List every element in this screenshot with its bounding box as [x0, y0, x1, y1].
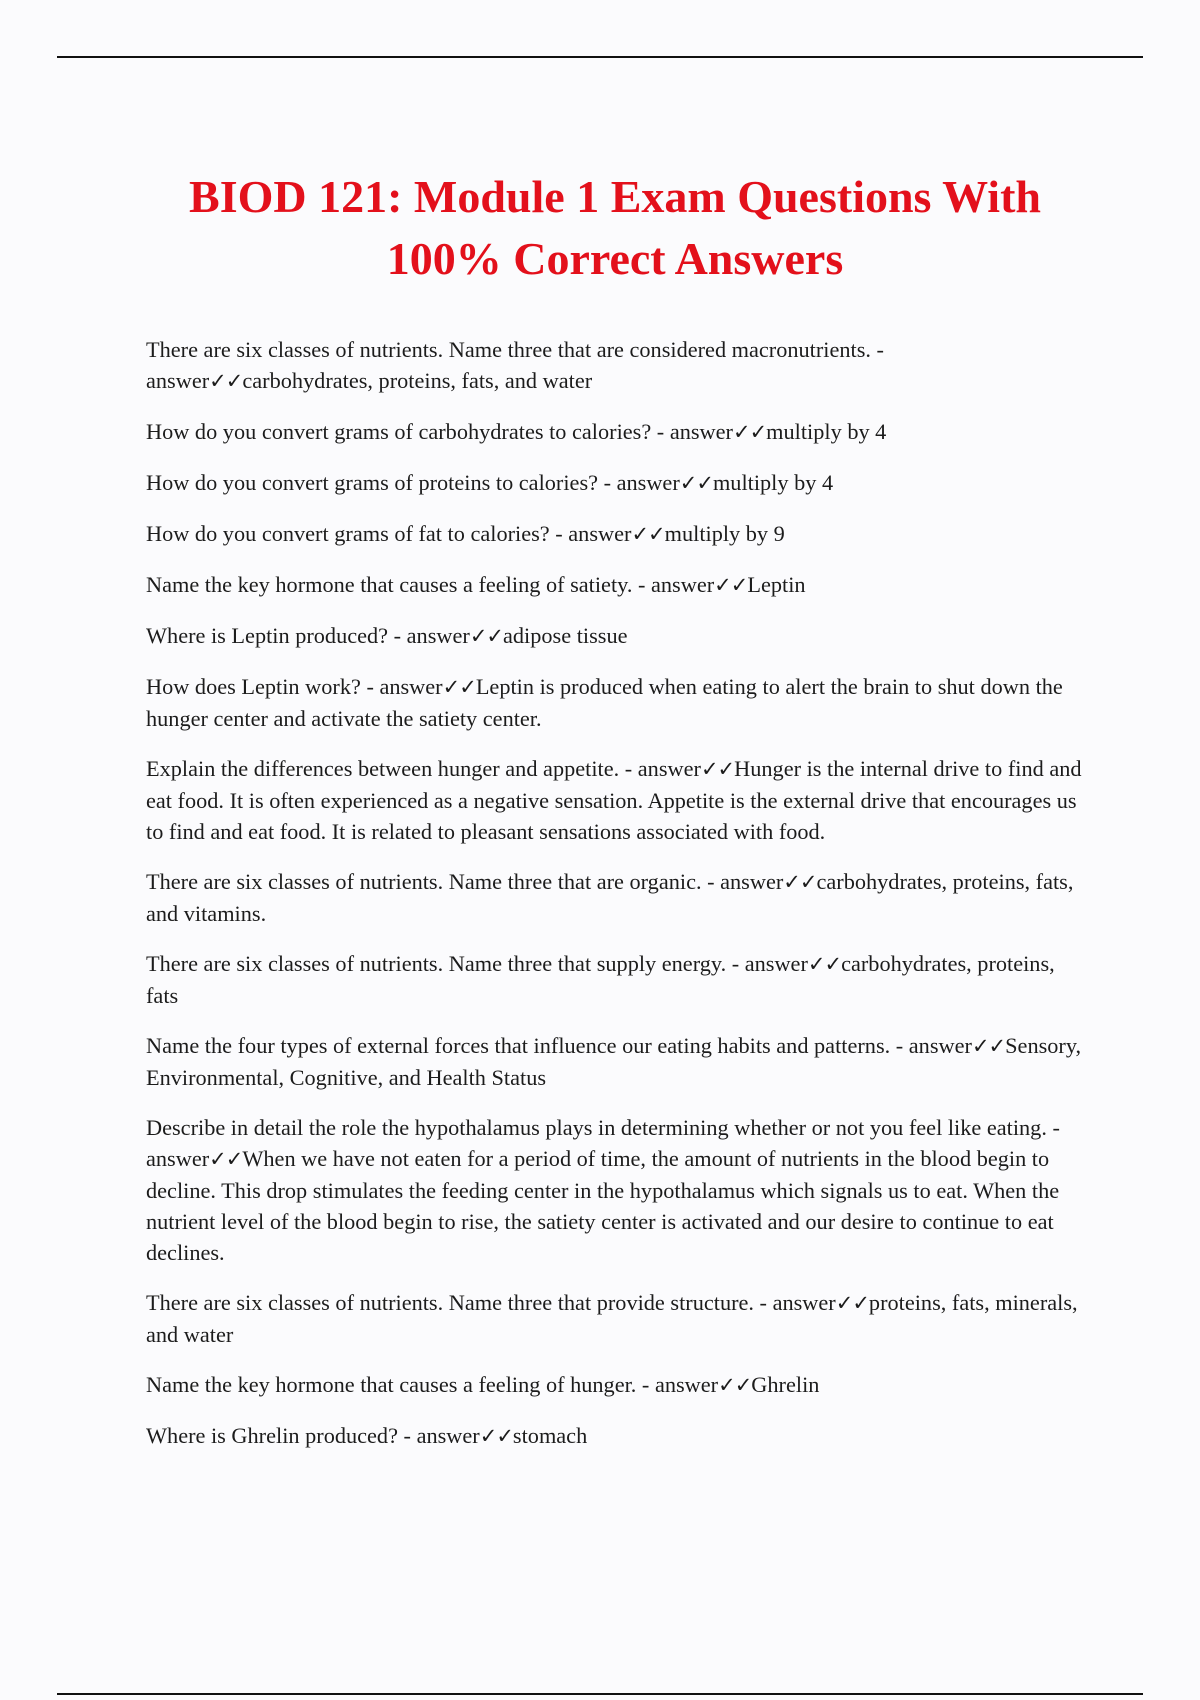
top-rule [57, 56, 1143, 58]
question-text: There are six classes of nutrients. Name three that are organic. [146, 869, 702, 894]
separator: - [397, 1423, 417, 1448]
question-text: How do you convert grams of proteins to calories? [146, 470, 599, 495]
question-text: Where is Leptin produced? [146, 623, 389, 648]
answer-marker: answer [669, 419, 733, 444]
double-check-icon: ✓✓ [442, 675, 476, 699]
separator: - [870, 337, 884, 362]
answer-text: Sensory, Environmental, Cognitive, and Health Status [146, 1033, 1082, 1090]
separator: - [890, 1033, 909, 1058]
separator: - [726, 951, 745, 976]
qa-item [146, 416, 1086, 448]
double-check-icon: ✓✓ [679, 471, 713, 495]
double-check-icon: ✓✓ [783, 870, 817, 894]
double-check-icon: ✓✓ [718, 1373, 752, 1397]
bottom-rule [57, 1693, 1143, 1695]
qa-item [146, 569, 1086, 601]
title-line-1: BIOD 121: Module 1 Exam Questions With [189, 171, 1041, 222]
answer-text: stomach [512, 1423, 588, 1448]
answer-text: multiply by 4 [766, 419, 887, 444]
question-text: Name the key hormone that causes a feeling of satiety. [146, 572, 633, 597]
answer-text: multiply by 4 [712, 470, 834, 495]
question-text: There are six classes of nutrients. Name three that are considered macronutrients. [146, 337, 871, 362]
double-check-icon: ✓✓ [807, 952, 842, 976]
double-check-icon: ✓✓ [732, 420, 767, 444]
double-check-icon: ✓✓ [209, 369, 243, 393]
double-check-icon: ✓✓ [479, 1424, 513, 1448]
separator: - [360, 674, 380, 699]
qa-item [146, 620, 1086, 652]
double-check-icon: ✓✓ [971, 1034, 1006, 1058]
separator: - [636, 1372, 655, 1397]
question-text: How do you convert grams of carbohydrates to calories? [146, 419, 652, 444]
qa-item [146, 1420, 1086, 1452]
double-check-icon: ✓✓ [209, 1147, 243, 1171]
answer-marker: answer [651, 572, 715, 597]
question-text: Name the four types of external forces that influence our eating habits and patterns. [146, 1033, 891, 1058]
answer-marker: answer [379, 674, 443, 699]
question-text: Describe in detail the role the hypothalamus plays in determining whether or not you feel like eating. [146, 1115, 1047, 1140]
separator: - [619, 756, 638, 781]
question-text: Explain the differences between hunger and appetite. [146, 756, 620, 781]
double-check-icon: ✓✓ [700, 757, 735, 781]
separator: - [1046, 1115, 1060, 1140]
answer-text: carbohydrates, proteins, fats, and water [242, 368, 593, 393]
qa-item [146, 1030, 1086, 1093]
answer-marker: answer [406, 623, 470, 648]
answer-marker: answer [654, 1372, 719, 1397]
qa-item [146, 866, 1086, 929]
answer-marker: answer [772, 1290, 836, 1315]
question-text: There are six classes of nutrients. Name three that provide structure. [146, 1290, 754, 1315]
separator: - [549, 521, 569, 546]
answer-marker: answer [616, 470, 680, 495]
separator: - [632, 572, 652, 597]
answer-text: Leptin is produced when eating to alert the brain to shut down the hunger center and activate the satiety center. [146, 674, 1063, 731]
title-line-2: 100% Correct Answers [386, 233, 844, 284]
answer-text: When we have not eaten for a period of time, the amount of nutrients in the blood begin to decline. This drop stimulates the feeding center in the hypothalamus which signals us to eat. When the nutrient level of the blood begin to rise, the satiety center is activated and our desire to continue to eat declines. [146, 1146, 1060, 1265]
answer-text: Ghrelin [751, 1372, 820, 1397]
answer-text: carbohydrates, proteins, fats, and vitamins. [146, 869, 1074, 926]
answer-marker: answer [568, 521, 632, 546]
qa-item [146, 1112, 1086, 1268]
qa-item [146, 753, 1086, 847]
answer-text: carbohydrates, proteins, fats [146, 951, 1055, 1008]
question-text: Where is Ghrelin produced? [146, 1423, 398, 1448]
qa-item [146, 1369, 1086, 1401]
answer-marker: answer [744, 951, 808, 976]
answer-text: proteins, fats, minerals, and water [146, 1290, 1078, 1347]
answer-text: Hunger is the internal drive to find and eat food. It is often experienced as a negative sensation. Appetite is the external drive that encourages us to find and eat food. It is related to pleasant sensations associated with food. [146, 756, 1082, 844]
answer-marker: answer [637, 756, 701, 781]
qa-item [146, 518, 1086, 550]
page-title [80, 166, 1150, 290]
separator: - [598, 470, 617, 495]
answer-text: adipose tissue [503, 623, 628, 648]
answer-text: Leptin [747, 572, 806, 597]
separator: - [753, 1290, 773, 1315]
question-text: How do you convert grams of fat to calories? [146, 521, 550, 546]
answer-text: multiply by 9 [664, 521, 785, 546]
qa-item [146, 334, 1086, 397]
question-answer-list [146, 334, 1086, 1471]
separator: - [651, 419, 670, 444]
qa-item [146, 467, 1086, 499]
double-check-icon: ✓✓ [469, 624, 504, 648]
answer-marker: answer [146, 368, 210, 393]
answer-marker: answer [146, 1146, 210, 1171]
answer-marker: answer [416, 1423, 480, 1448]
answer-marker: answer [720, 869, 784, 894]
separator: - [701, 869, 721, 894]
question-text: How does Leptin work? [146, 674, 361, 699]
answer-marker: answer [908, 1033, 972, 1058]
qa-item [146, 948, 1086, 1011]
qa-item [146, 1287, 1086, 1350]
double-check-icon: ✓✓ [835, 1291, 869, 1315]
double-check-icon: ✓✓ [714, 573, 748, 597]
qa-item [146, 671, 1086, 734]
question-text: There are six classes of nutrients. Name three that supply energy. [146, 951, 727, 976]
double-check-icon: ✓✓ [631, 522, 665, 546]
question-text: Name the key hormone that causes a feeling of hunger. [146, 1372, 637, 1397]
separator: - [388, 623, 407, 648]
